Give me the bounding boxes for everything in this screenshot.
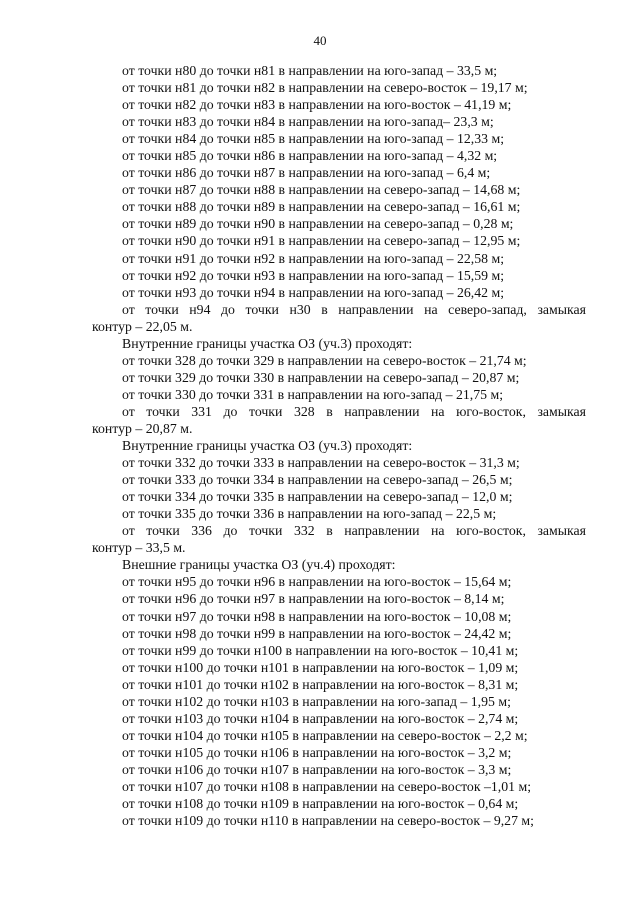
boundary-line: от точки н81 до точки н82 в направлении на северо-восток – 19,17 м;: [122, 80, 528, 96]
boundary-line: от точки н100 до точки н101 в направлении на юго-восток – 1,09 м;: [122, 659, 519, 675]
boundary-line-continuation: контур – 33,5 м.: [92, 540, 186, 556]
boundary-line: от точки н107 до точки н108 в направлении на северо-восток –1,01 м;: [122, 778, 532, 794]
boundary-line: от точки н84 до точки н85 в направлении на юго-запад – 12,33 м;: [122, 131, 505, 147]
boundary-line: от точки н90 до точки н91 в направлении на северо-запад – 12,95 м;: [122, 233, 521, 249]
boundary-line: от точки н80 до точки н81 в направлении на юго-запад – 33,5 м;: [122, 63, 498, 78]
closing-boundary-paragraph: [92, 403, 586, 437]
boundary-line: от точки 333 до точки 334 в направлении на северо-запад – 26,5 м;: [122, 472, 513, 488]
boundary-line: от точки н101 до точки н102 в направлении на юго-восток – 8,31 м;: [122, 676, 519, 692]
boundary-line: от точки н103 до точки н104 в направлении на юго-восток – 2,74 м;: [122, 710, 519, 726]
boundary-line: от точки н94 до точки н30 в направлении на северо-запад, замыкая: [122, 301, 586, 317]
boundary-line: от точки н97 до точки н98 в направлении на юго-восток – 10,08 м;: [122, 608, 512, 624]
closing-boundary-paragraph: [92, 522, 586, 556]
boundary-line: от точки н106 до точки н107 в направлении на юго-восток – 3,3 м;: [122, 761, 512, 777]
boundary-line: от точки 329 до точки 330 в направлении на северо-запад – 20,87 м;: [122, 369, 520, 385]
boundary-line: от точки н93 до точки н94 в направлении на юго-запад – 26,42 м;: [122, 284, 505, 300]
boundary-line: от точки н92 до точки н93 в направлении на юго-запад – 15,59 м;: [122, 267, 505, 283]
section-heading: Внутренние границы участка ОЗ (уч.3) проходят:: [122, 335, 413, 351]
document-body: [92, 62, 586, 829]
boundary-line: от точки н83 до точки н84 в направлении на юго-запад– 23,3 м;: [122, 114, 494, 130]
boundary-line: от точки 335 до точки 336 в направлении на юго-запад – 22,5 м;: [122, 506, 497, 522]
closing-boundary-paragraph: [92, 301, 586, 335]
boundary-line: от точки н85 до точки н86 в направлении на юго-запад – 4,32 м;: [122, 148, 498, 164]
boundary-line: от точки 332 до точки 333 в направлении на северо-восток – 31,3 м;: [122, 455, 520, 471]
boundary-line: от точки н82 до точки н83 в направлении на юго-восток – 41,19 м;: [122, 97, 512, 113]
boundary-line: от точки н88 до точки н89 в направлении на северо-запад – 16,61 м;: [122, 199, 521, 215]
boundary-line: от точки 331 до точки 328 в направлении на юго-восток, замыкая: [122, 403, 586, 419]
boundary-line: от точки 330 до точки 331 в направлении на юго-запад – 21,75 м;: [122, 386, 504, 402]
boundary-line: от точки н87 до точки н88 в направлении на северо-запад – 14,68 м;: [122, 182, 521, 198]
boundary-line: от точки н108 до точки н109 в направлении на юго-восток – 0,64 м;: [122, 796, 519, 812]
boundary-line: от точки н102 до точки н103 в направлении на юго-запад – 1,95 м;: [122, 693, 511, 709]
boundary-line: от точки н99 до точки н100 в направлении на юго-восток – 10,41 м;: [122, 642, 519, 658]
boundary-line: от точки н96 до точки н97 в направлении на юго-восток – 8,14 м;: [122, 591, 505, 607]
boundary-line: от точки н104 до точки н105 в направлении на северо-восток – 2,2 м;: [122, 727, 528, 743]
boundary-line: от точки 336 до точки 332 в направлении на юго-восток, замыкая: [122, 523, 586, 539]
boundary-line: от точки 334 до точки 335 в направлении на северо-запад – 12,0 м;: [122, 489, 513, 505]
boundary-line: от точки н91 до точки н92 в направлении на юго-запад – 22,58 м;: [122, 250, 505, 266]
boundary-line-continuation: контур – 20,87 м.: [92, 420, 193, 436]
boundary-line: от точки н86 до точки н87 в направлении на юго-запад – 6,4 м;: [122, 165, 491, 181]
section-heading: Внешние границы участка ОЗ (уч.4) проходят:: [122, 557, 396, 573]
boundary-line: от точки н105 до точки н106 в направлении на юго-восток – 3,2 м;: [122, 744, 512, 760]
boundary-line: от точки н89 до точки н90 в направлении на северо-запад – 0,28 м;: [122, 216, 514, 232]
boundary-line: от точки н95 до точки н96 в направлении на юго-восток – 15,64 м;: [122, 574, 512, 590]
boundary-line-continuation: контур – 22,05 м.: [92, 318, 193, 334]
page-number: 40: [313, 33, 327, 48]
boundary-line: от точки 328 до точки 329 в направлении на северо-восток – 21,74 м;: [122, 352, 527, 368]
section-heading: Внутренние границы участка ОЗ (уч.3) проходят:: [122, 438, 413, 454]
boundary-line: от точки н98 до точки н99 в направлении на юго-восток – 24,42 м;: [122, 625, 512, 641]
boundary-line: от точки н109 до точки н110 в направлении на северо-восток – 9,27 м;: [122, 813, 534, 829]
